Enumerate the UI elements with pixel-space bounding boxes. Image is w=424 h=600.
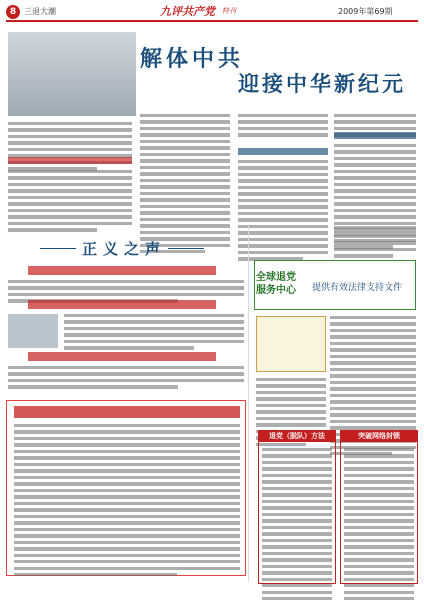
headline-line2: 迎接中华新纪元 <box>238 71 406 96</box>
article-column <box>8 170 132 232</box>
article-column <box>238 160 328 261</box>
article-body <box>64 314 244 350</box>
feature-box-heading <box>14 406 240 418</box>
column-subheading <box>8 157 132 164</box>
issue-label: 2009年第69期 <box>338 7 393 16</box>
article-column <box>238 114 328 137</box>
support-title-line2: 服务中心 <box>256 285 296 296</box>
lead-photo <box>8 32 136 116</box>
article-photo <box>8 314 58 348</box>
headline-line1: 解体中共 <box>140 46 245 72</box>
column-subheading <box>238 148 328 155</box>
article-column <box>334 226 416 249</box>
justice-rule-right <box>168 248 204 249</box>
column-divider <box>248 226 249 582</box>
support-title-line1: 全球退党 <box>256 272 296 283</box>
support-box-subtitle: 提供有效法律支持文件 <box>312 283 403 293</box>
publication-title: 九评共产党 <box>160 5 215 18</box>
section-name: 三退大潮 <box>24 7 56 16</box>
network-bypass-body <box>344 448 414 600</box>
article-body <box>8 366 244 389</box>
justice-rule-left <box>40 248 76 249</box>
quit-method-title: 退党（脱队）方法 <box>258 430 336 442</box>
quit-method-body <box>262 448 332 600</box>
column-subheading <box>334 132 416 139</box>
certificate-image <box>256 316 326 372</box>
justice-section-title: 正义之声 <box>82 240 167 258</box>
network-bypass-title: 突破网络封锁 <box>340 430 418 442</box>
header-rule <box>6 20 418 22</box>
section-heading <box>28 352 216 361</box>
article-column <box>140 114 230 253</box>
publication-tag: 特刊 <box>222 7 236 15</box>
section-heading <box>28 266 216 275</box>
section-heading <box>28 300 216 309</box>
page-number: 8 <box>6 5 20 19</box>
feature-box-body <box>14 424 240 576</box>
support-box-title <box>256 271 296 297</box>
